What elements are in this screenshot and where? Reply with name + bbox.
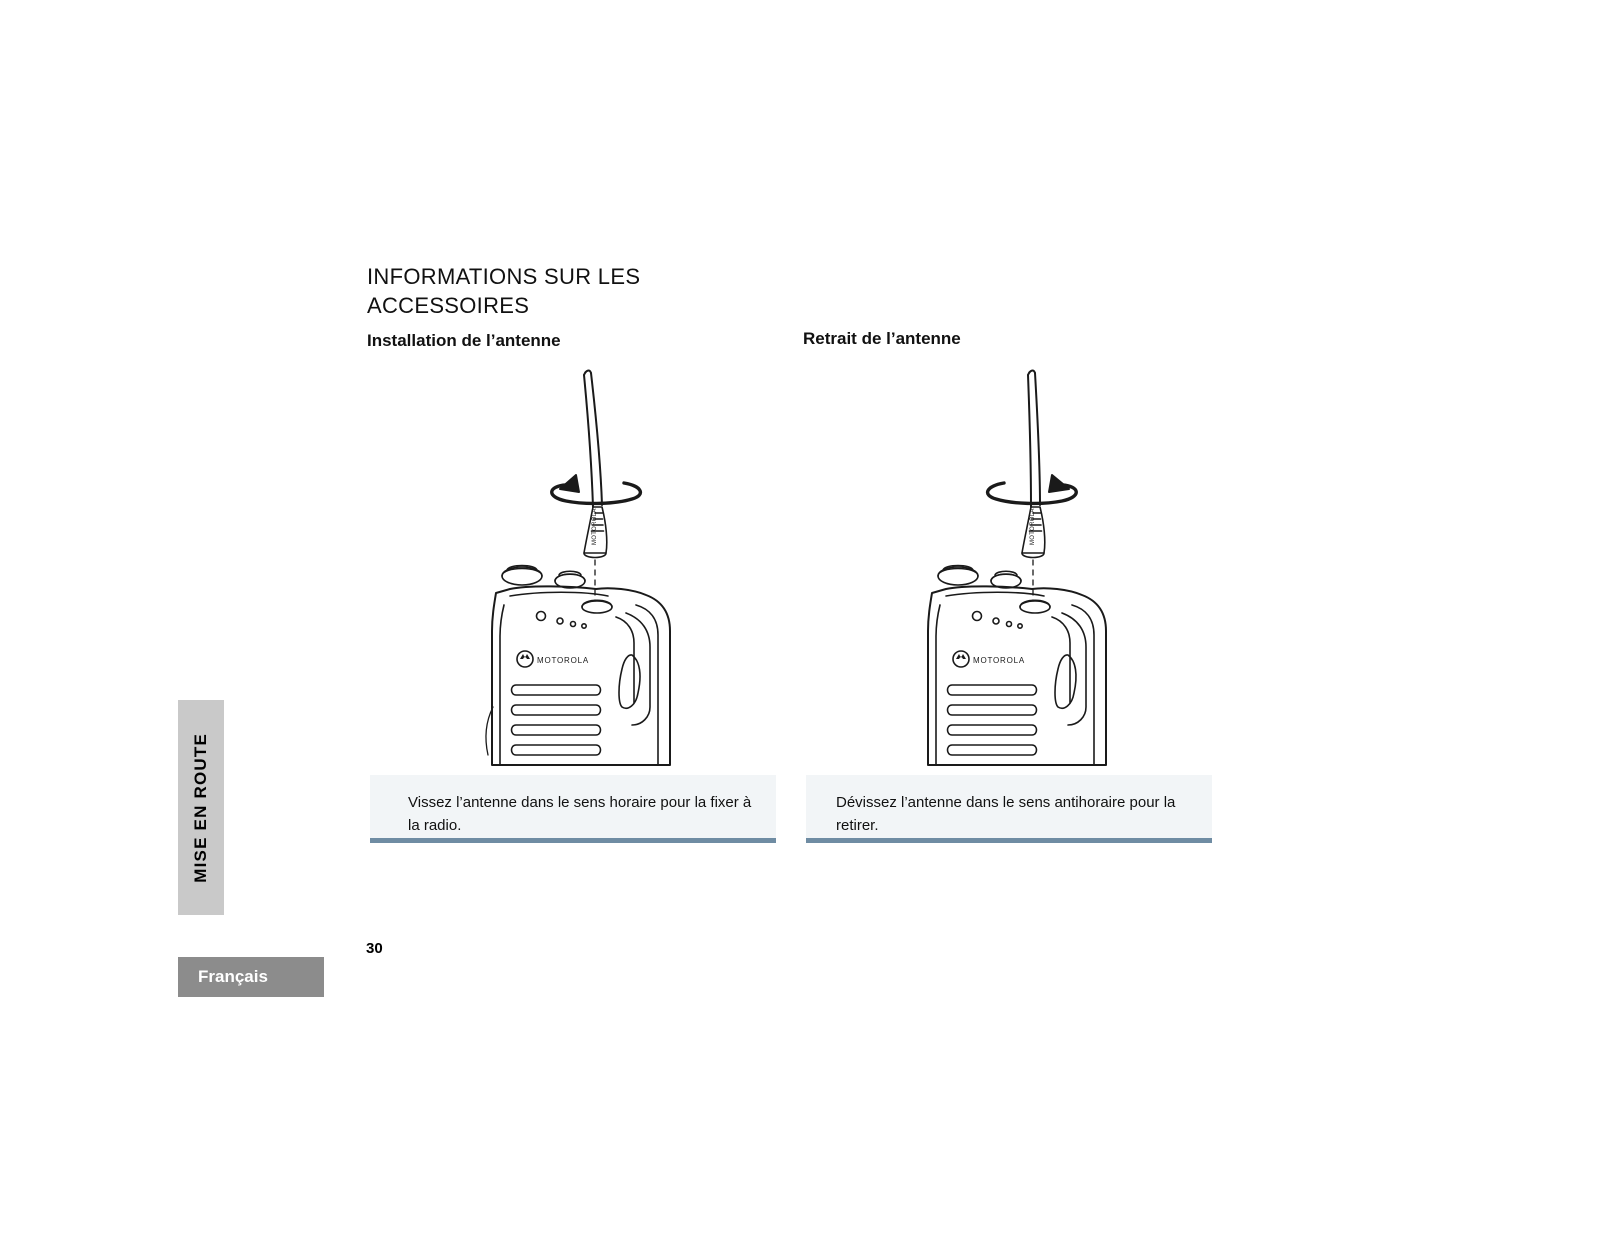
section-heading-install: Installation de l’antenne bbox=[367, 331, 561, 350]
caption-install: Vissez l’antenne dans le sens horaire pour la fixer à la radio. bbox=[370, 775, 776, 843]
section-heading-removal: Retrait de l’antenne bbox=[803, 329, 961, 348]
language-tab-label: Français bbox=[198, 967, 268, 986]
page-number: 30 bbox=[366, 940, 383, 957]
svg-text:MOTOROLA: MOTOROLA bbox=[973, 656, 1026, 665]
language-tab bbox=[178, 957, 324, 997]
antenna-removal-diagram bbox=[806, 355, 1216, 775]
chapter-tab bbox=[178, 700, 224, 915]
antenna-install-diagram bbox=[370, 355, 780, 775]
svg-text:MOTOROLA: MOTOROLA bbox=[1030, 508, 1036, 545]
chapter-tab-label: MISE EN ROUTE bbox=[191, 732, 210, 883]
page-title: INFORMATIONS SUR LES ACCESSOIRES bbox=[367, 264, 641, 318]
svg-text:MOTOROLA: MOTOROLA bbox=[537, 656, 590, 665]
caption-removal: Dévissez l’antenne dans le sens antihoraire pour la retirer. bbox=[806, 775, 1212, 843]
svg-text:MOTOROLA: MOTOROLA bbox=[592, 508, 598, 545]
